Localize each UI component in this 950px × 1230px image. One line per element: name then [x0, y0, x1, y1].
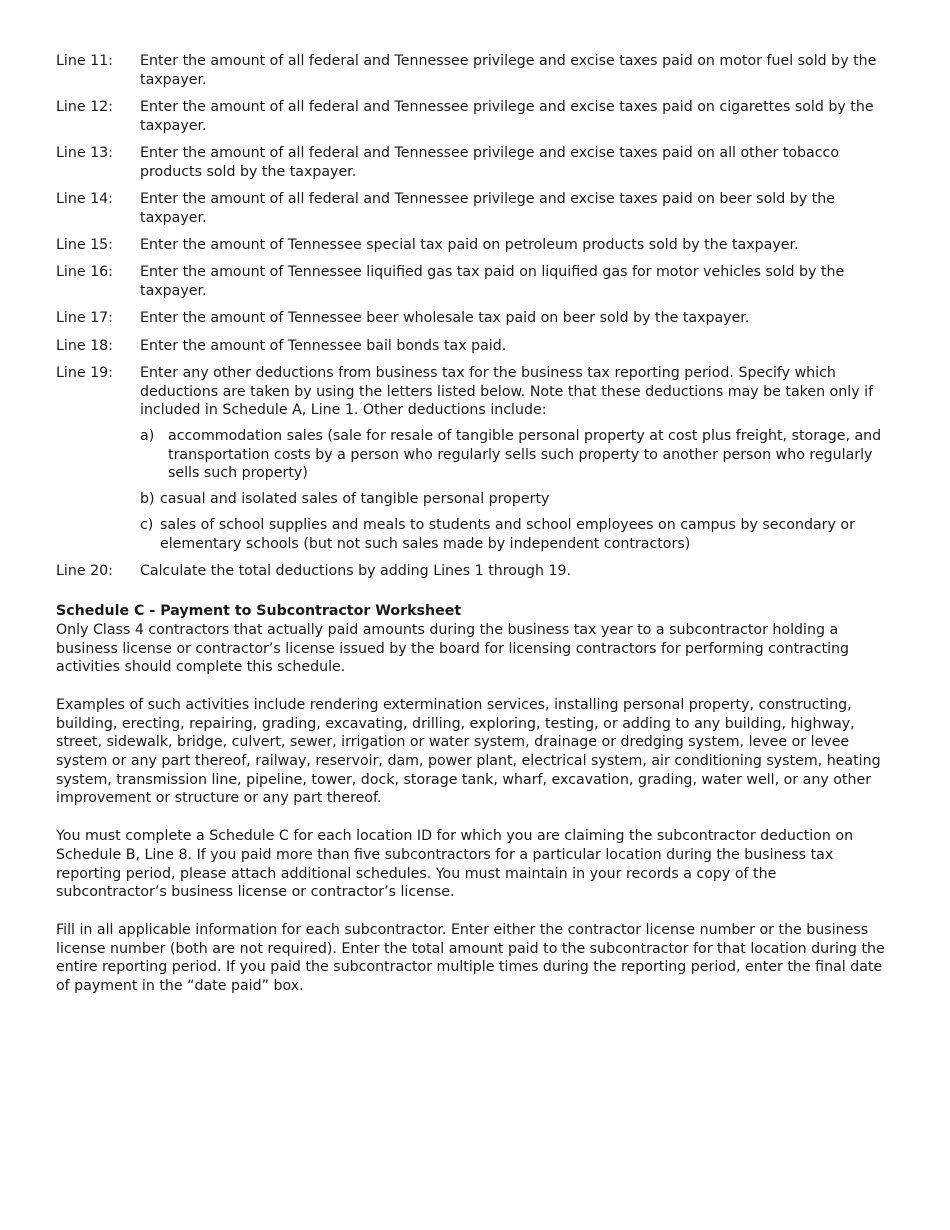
- line-19-instruction: [56, 364, 890, 553]
- schedule-c-paragraph: You must complete a Schedule C for each location ID for which you are claiming the subcontractor deduction on Schedule B, Line 8. If you paid more than five subcontractors for a particular location during the business tax reporting period, please attach additional schedules. You must maintain in your records a copy of the subcontractor’s business license or contractor’s license.: [56, 828, 854, 901]
- item-letter: c): [140, 516, 154, 533]
- schedule-c-paragraph: Fill in all applicable information for each subcontractor. Enter either the contractor license number or the business license number (both are not required). Enter the total amount paid to the subcontractor for that location during the entire reporting period. If you paid the subcontractor multiple times during the reporting period, enter the final date of payment in the “date paid” box.: [56, 921, 885, 995]
- deduction-item-b: [140, 490, 890, 509]
- line-text: Enter the amount of all federal and Tennessee privilege and excise taxes paid on motor fuel sold by the taxpayer.: [140, 53, 877, 88]
- line-11-instruction: [56, 52, 890, 89]
- line-18-instruction: [56, 337, 890, 356]
- line-text: Enter the amount of all federal and Tennessee privilege and excise taxes paid on beer sold by the taxpayer.: [140, 191, 835, 226]
- line-label: Line 16:: [56, 264, 113, 281]
- item-text: accommodation sales (sale for resale of tangible personal property at cost plus freight, storage, and transportation costs by a person who regularly sells such property to another person who regularly sells such property): [168, 428, 882, 482]
- schedule-c-heading: Schedule C - Payment to Subcontractor Worksheet: [56, 603, 462, 620]
- deduction-item-c: [140, 516, 890, 553]
- line-text: Enter the amount of Tennessee special tax paid on petroleum products sold by the taxpayer.: [140, 237, 799, 253]
- schedule-c-paragraph: Only Class 4 contractors that actually paid amounts during the business tax year to a subcontractor holding a business license or contractor’s license issued by the board for licensing contractors for performing contracting activities should complete this schedule.: [56, 621, 850, 676]
- line-text: Enter the amount of all federal and Tennessee privilege and excise taxes paid on all other tobacco products sold by the taxpayer.: [140, 145, 840, 180]
- item-text: sales of school supplies and meals to students and school employees on campus by secondary or elementary schools (but not such sales made by independent contractors): [160, 516, 855, 552]
- line-label: Line 20:: [56, 562, 113, 579]
- line-12-instruction: [56, 98, 890, 135]
- line-20-instruction: [56, 562, 890, 581]
- line-label: Line 17:: [56, 310, 113, 327]
- line-label: Line 14:: [56, 191, 113, 207]
- line-17-instruction: [56, 309, 890, 328]
- item-letter: b): [140, 491, 155, 508]
- item-letter: a): [140, 428, 155, 444]
- line-15-instruction: [56, 236, 890, 255]
- line-label: Line 18:: [56, 337, 113, 354]
- line-text: Calculate the total deductions by adding Lines 1 through 19.: [140, 562, 572, 579]
- line-16-instruction: [56, 263, 890, 300]
- line-text: Enter the amount of all federal and Tennessee privilege and excise taxes paid on cigarettes sold by the taxpayer.: [140, 99, 874, 134]
- line-text: Enter the amount of Tennessee liquified gas tax paid on liquified gas for motor vehicles sold by the taxpayer.: [140, 264, 845, 299]
- line-13-instruction: [56, 144, 890, 181]
- line-label: Line 11:: [56, 53, 113, 69]
- instructions-page: [56, 52, 890, 1015]
- line-label: Line 19:: [56, 364, 113, 381]
- line-label: Line 12:: [56, 99, 113, 115]
- line-text: Enter the amount of Tennessee beer wholesale tax paid on beer sold by the taxpayer.: [140, 310, 750, 327]
- deduction-item-a: [140, 427, 890, 483]
- schedule-c-paragraph: Examples of such activities include rendering extermination services, installing personal property, constructing, building, erecting, repairing, grading, excavating, drilling, exploring, testing, or adding to any building, highway, street, sidewalk, bridge, culvert, sewer, irrigation or water system, drainage or dredging system, levee or levee system or any part thereof, railway, reservoir, dam, power plant, electrical system, air conditioning system, heating system, transmission line, pipeline, tower, dock, storage tank, wharf, excavation, grading, water well, or any other improvement or structure or any part thereof.: [56, 696, 881, 807]
- item-text: casual and isolated sales of tangible personal property: [160, 491, 550, 508]
- line-label: Line 15:: [56, 237, 113, 253]
- line-text: Enter any other deductions from business tax for the business tax reporting period. Specify which deductions are taken by using the letters listed below. Note that these deductions may be taken only if included in Schedule A, Line 1. Other deductions include:: [140, 364, 874, 419]
- line-14-instruction: [56, 190, 890, 227]
- line-text: Enter the amount of Tennessee bail bonds tax paid.: [140, 337, 507, 354]
- line-label: Line 13:: [56, 145, 113, 161]
